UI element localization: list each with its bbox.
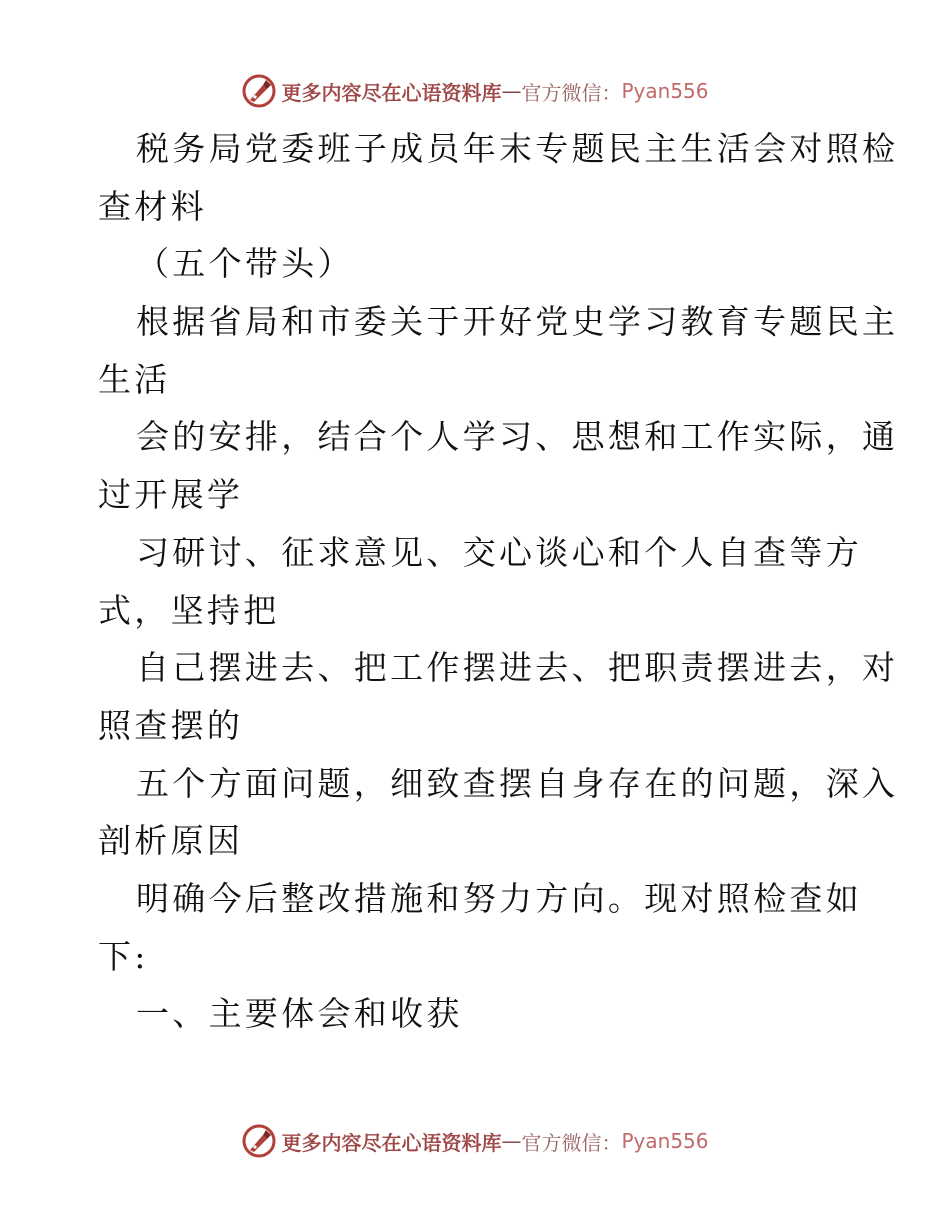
pen-nib-logo-icon [241, 1123, 277, 1159]
paragraph-line: 自己摆进去、把工作摆进去、把职责摆进去，对 [136, 648, 899, 688]
paragraph-line: 式，坚持把 [98, 590, 280, 630]
paragraph-line: 生活 [98, 359, 171, 399]
banner-wechat-label: 官方微信： [521, 1130, 622, 1155]
title-line-1: 税务局党委班子成员年末专题民主生活会对照检 [136, 129, 899, 168]
subtitle-line: （五个带头） [136, 244, 354, 284]
document-body [98, 120, 899, 1043]
banner-wechat-id: Pyan556 [621, 1129, 709, 1153]
paragraph-line: 习研讨、征求意见、交心谈心和个人自查等方 [136, 532, 862, 572]
banner-site-name: 更多内容尽在心语资料库 [281, 80, 502, 105]
paragraph-line: 下: [98, 936, 149, 976]
banner-dash: — [501, 79, 522, 103]
title-line-2: 查材料 [98, 186, 207, 226]
paragraph-line: 五个方面问题，细致查摆自身存在的问题，深入 [136, 763, 899, 803]
paragraph-line: 明确今后整改措施和努力方向。现对照检查如 [136, 878, 862, 918]
banner-wechat-label: 官方微信： [521, 80, 622, 105]
header-watermark-banner [0, 71, 950, 111]
paragraph-line: 照查摆的 [98, 705, 244, 745]
paragraph-line: 过开展学 [98, 475, 244, 515]
paragraph-line: 剖析原因 [98, 821, 244, 861]
pen-nib-logo-icon [241, 73, 277, 109]
banner-site-name: 更多内容尽在心语资料库 [281, 1130, 502, 1155]
section-heading: 一、主要体会和收获 [136, 994, 463, 1034]
paragraph-line: 根据省局和市委关于开好党史学习教育专题民主 [136, 302, 899, 342]
footer-watermark-banner [0, 1121, 950, 1161]
paragraph-line: 会的安排，结合个人学习、思想和工作实际，通 [136, 417, 899, 457]
banner-dash: — [501, 1129, 522, 1153]
banner-wechat-id: Pyan556 [621, 79, 709, 103]
